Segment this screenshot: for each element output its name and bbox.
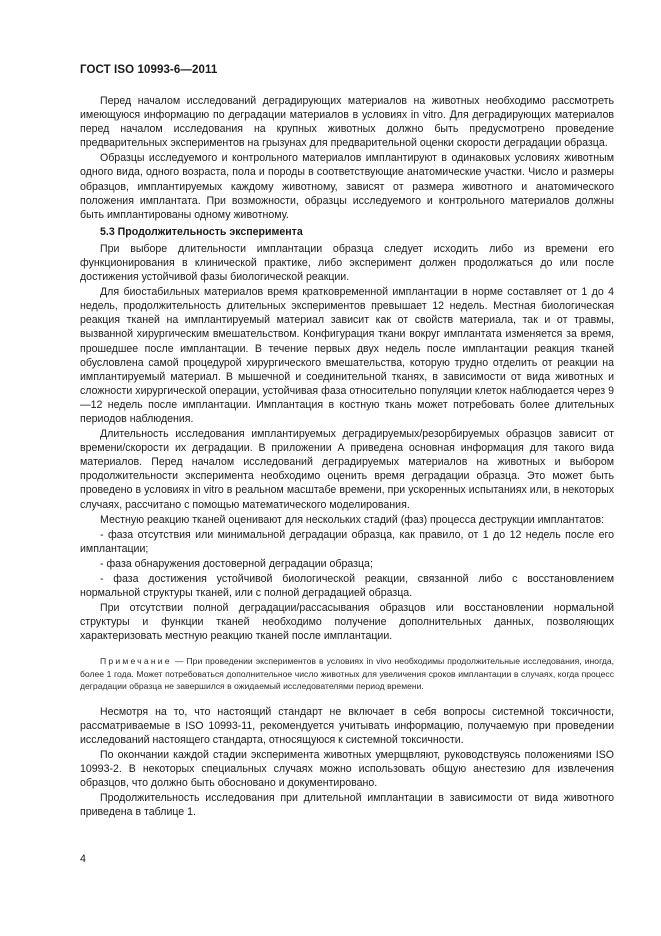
paragraph: При выборе длительности имплантации образца следует исходить либо из времени его функционирования в клинической практике, либо эксперимент должен продолжаться до или после достижения устойчивой фазы биологической реакции.: [80, 242, 614, 284]
document-header: ГОСТ ISO 10993-6—2011: [80, 64, 218, 76]
paragraph: Образцы исследуемого и контрольного материалов имплантируют в одинаковых условиях животным одного вида, одного возраста, пола и породы в соответствующие анатомические участки. Число и размеры образцов, имплантируемых каждому животному, зависят от размера животного и анатомического положения имплантата. При возможности, образцы исследуемого и контрольного материалов должны быть имплантированы одному животному.: [80, 152, 614, 221]
paragraph: Длительность исследования имплантируемых деградируемых/резорбируемых образцов зависит от времени/скорости их деградации. В приложении А приведена основная информация для такого вида материалов. Перед началом исследований деградируемых материалов на животных и выбором продолжительности эксперимента необходимо оценить время деградации образца. Это может быть проведено в условиях in vitro в реальном масштабе времени, при ускоренных испытаниях или, в некоторых случаях, рассчитано с помощью математического моделирования.: [80, 428, 614, 511]
section-heading: 5.3 Продолжительность эксперимента: [100, 225, 303, 238]
note-label: Примечание: [100, 656, 172, 667]
list-item: - фаза достижения устойчивой биологической реакции, связанной либо с восстановлением нормальной структуры тканей, или с полной деградацией образца.: [80, 573, 614, 600]
list-item: - фаза отсутствия или минимальной деградации образца, как правило, от 1 до 12 недель после его имплантации;: [80, 528, 614, 555]
paragraph: Местную реакцию тканей оценивают для нескольких стадий (фаз) процесса деструкции имплантатов:: [100, 513, 605, 526]
paragraph: По окончании каждой стадии эксперимента животных умерщвляют, руководствуясь положениями ISO 10993-2. В некоторых специальных случаях можно использовать общую анестезию для извлечения образцов, что должно быть обосновано и документировано.: [80, 748, 614, 790]
page-number: 4: [80, 853, 86, 865]
note-block: [80, 655, 614, 692]
paragraph: При отсутствии полной деградации/рассасывания образцов или восстановлении нормальной структуры и функции тканей необходимо получение дополнительных данных, позволяющих характеризовать местную реакцию тканей после имплантации.: [80, 602, 614, 643]
list-item: - фаза обнаружения достоверной деградации образца;: [100, 557, 373, 570]
paragraph: Несмотря на то, что настоящий стандарт не включает в себя вопросы системной токсичности, рассматриваемые в ISO 10993-11, рекомендуется учитывать информацию, получаемую при проведении исследований настоящего стандарта, относящуюся к системной токсичности.: [80, 705, 614, 746]
note-text: — При проведении экспериментов в условиях in vivo необходимы продолжительные исследования, иногда, более 1 года. Может потребоваться дополнительное число животных для увеличения сроков имплантации в случаях, когда процесс деградации образца не завершился в ожидаемый исследователями период времени.: [80, 656, 614, 692]
paragraph: Для биостабильных материалов время кратковременной имплантации в норме составляет от 1 до 4 недель, продолжительность длительных экспериментов превышает 12 недель. Местная биологическая реакция тканей на имплантируемый материал зависит как от свойств материала, так и от травмы, вызванной хирургическим вмешательством. Конфигурация ткани вокруг имплантата изменяется за время, прошедшее после имплантации. В течение первых двух недель после имплантации реакция тканей обусловлена самой процедурой хирургического вмешательства, которую трудно отделить от реакции на имплантируемый материал. В мышечной и соединительной тканях, в зависимости от вида животных и сложности хирургической операции, устойчивая фаза относительно популяции клеток наблюдается через 9—12 недель после имплантации. Имплантация в костную ткань может потребовать более длительных периодов наблюдения.: [80, 286, 614, 425]
paragraph: Продолжительность исследования при длительной имплантации в зависимости от вида животного приведена в таблице 1.: [80, 792, 614, 819]
page-content: [80, 94, 614, 820]
paragraph: Перед началом исследований деградирующих материалов на животных необходимо рассмотреть имеющуюся информацию по деградации материалов в условиях in vitro. Для деградирующих материалов перед началом исследования на крупных животных должно быть предусмотрено проведение предварительных экспериментов на грызунах для предварительной оценки скорости деградации образца.: [80, 95, 614, 150]
